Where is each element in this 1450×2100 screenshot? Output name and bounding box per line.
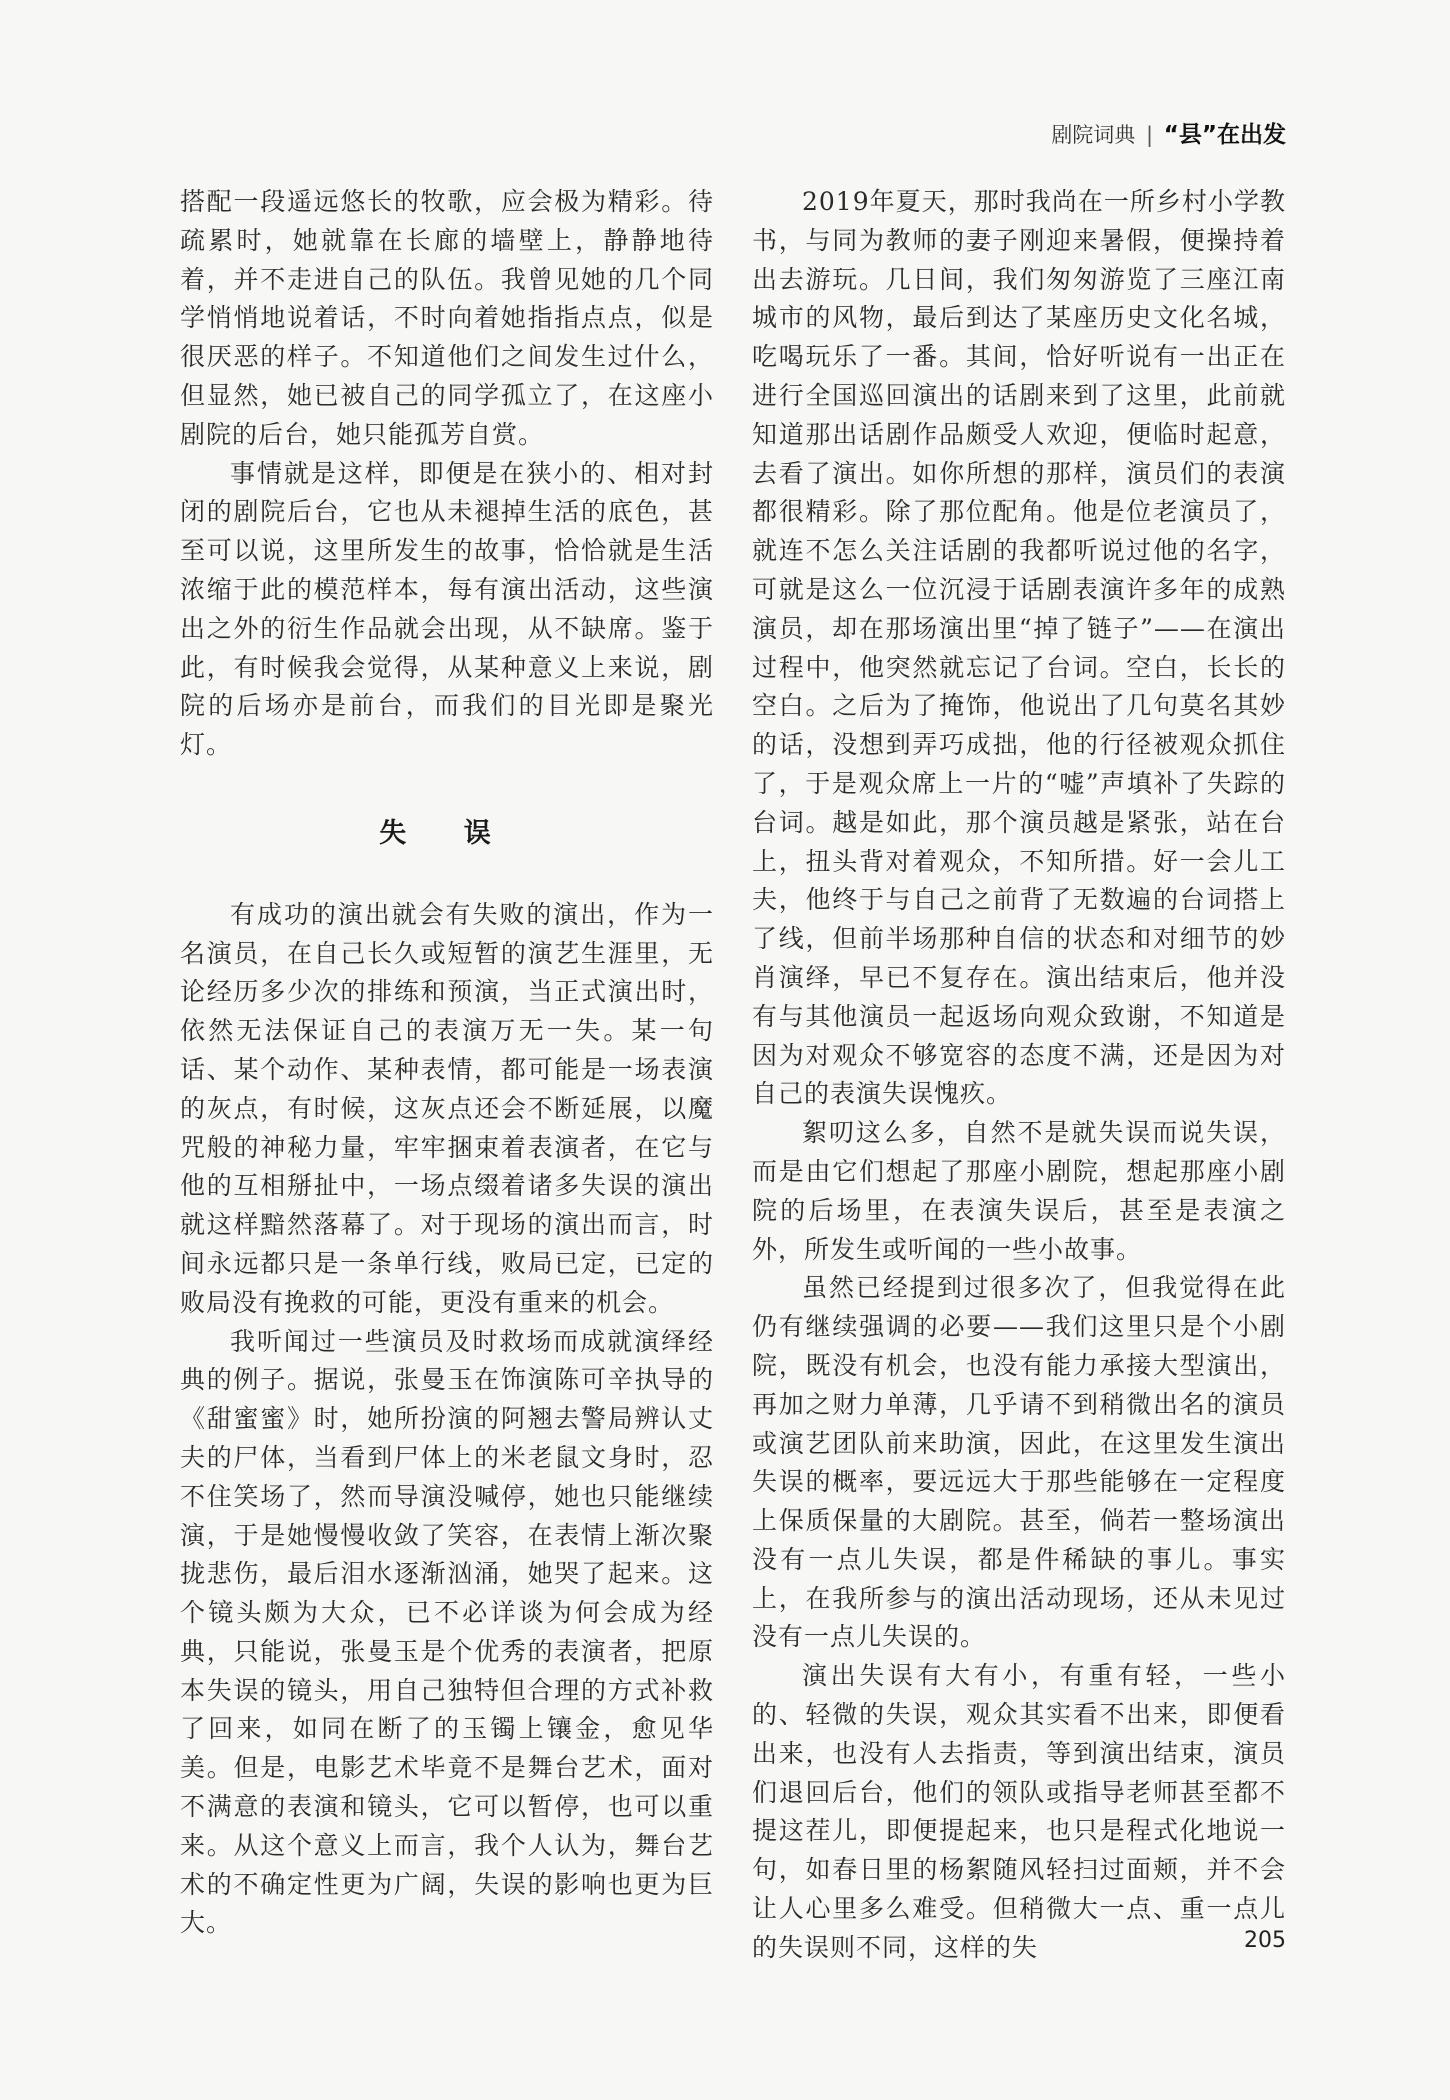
left-column — [180, 183, 714, 1943]
paragraph: 2019年夏天，那时我尚在一所乡村小学教书，与同为教师的妻子刚迎来暑假，便操持着出去游玩。几日间，我们匆匆游览了三座江南城市的风物，最后到达了某座历史文化名城，吃喝玩乐了一番。其间，恰好听说有一出正在进行全国巡回演出的话剧来到了这里，此前就知道那出话剧作品颇受人欢迎，便临时起意，去看了演出。如你所想的那样，演员们的表演都很精彩。除了那位配角。他是位老演员了，就连不怎么关注话剧的我都听说过他的名字，可就是这么一位沉浸于话剧表演许多年的成熟演员，却在那场演出里“掉了链子”——在演出过程中，他突然就忘记了台词。空白，长长的空白。之后为了掩饰，他说出了几句莫名其妙的话，没想到弄巧成拙，他的行径被观众抓住了，于是观众席上一片的“嘘”声填补了失踪的台词。越是如此，那个演员越是紧张，站在台上，扭头背对着观众，不知所措。好一会儿工夫，他终于与自己之前背了无数遍的台词搭上了线，但前半场那种自信的状态和对细节的妙肖演绎，早已不复存在。演出结束后，他并没有与其他演员一起返场向观众致谢，不知道是因为对观众不够宽容的态度不满，还是因为对自己的表演失误愧疚。 — [752, 187, 1286, 1109]
running-header — [1051, 116, 1286, 149]
paragraph: 演出失误有大有小，有重有轻，一些小的、轻微的失误，观众其实看不出来，即便看出来，也没有人去指责，等到演出结束，演员们退回后台，他们的领队或指导老师甚至都不提这茬儿，即便提起来，也只是程式化地说一句，如春日里的杨絮随风轻扫过面颊，并不会让人心里多么难受。但稍微大一点、重一点儿的失误则不同，这样的失 — [752, 1661, 1286, 1962]
paragraph: 絮叨这么多，自然不是就失误而说失误，而是由它们想起了那座小剧院，想起那座小剧院的后场里，在表演失误后，甚至是表演之外，所发生或听闻的一些小故事。 — [752, 1118, 1286, 1264]
paragraph: 搭配一段遥远悠长的牧歌，应会极为精彩。待疏累时，她就靠在长廊的墙壁上，静静地待着，并不走进自己的队伍。我曾见她的几个同学悄悄地说着话，不时向着她指指点点，似是很厌恶的样子。不知道他们之间发生过什么，但显然，她已被自己的同学孤立了，在这座小剧院的后台，她只能孤芳自赏。 — [180, 187, 714, 449]
paragraph: 我听闻过一些演员及时救场而成就演绎经典的例子。据说，张曼玉在饰演陈可辛执导的《甜蜜蜜》时，她所扮演的阿翘去警局辨认丈夫的尸体，当看到尸体上的米老鼠文身时，忍不住笑场了，然而导演没喊停，她也只能继续演，于是她慢慢收敛了笑容，在表情上渐次聚拢悲伤，最后泪水逐渐汹涌，她哭了起来。这个镜头颇为大众，已不必详谈为何会成为经典，只能说，张曼玉是个优秀的表演者，把原本失误的镜头，用自己独特但合理的方式补救了回来，如同在断了的玉镯上镶金，愈见华美。但是，电影艺术毕竟不是舞台艺术，面对不满意的表演和镜头，它可以暂停，也可以重来。从这个意义上而言，我个人认为，舞台艺术的不确定性更为广阔，失误的影响也更为巨大。 — [180, 1326, 714, 1938]
column-title: “县”在出发 — [1163, 122, 1286, 148]
paragraph: 有成功的演出就会有失败的演出，作为一名演员，在自己长久或短暂的演艺生涯里，无论经历多少次的排练和预演，当正式演出时，依然无法保证自己的表演万无一失。某一句话、某个动作、某种表情，都可能是一场表演的灰点，有时候，这灰点还会不断延展，以魔咒般的神秘力量，牢牢捆束着表演者，在它与他的互相掰扯中，一场点缀着诸多失误的演出就这样黯然落幕了。对于现场的演出而言，时间永远都只是一条单行线，败局已定，已定的败局没有挽救的可能，更没有重来的机会。 — [180, 899, 714, 1317]
paragraph: 事情就是这样，即便是在狭小的、相对封闭的剧院后台，它也从未褪掉生活的底色，甚至可以说，这里所发生的故事，恰恰就是生活浓缩于此的模范样本，每有演出活动，这些演出之外的衍生作品就会出现，从不缺席。鉴于此，有时候我会觉得，从某种意义上来说，剧院的后场亦是前台，而我们的目光即是聚光灯。 — [180, 458, 714, 760]
paragraph: 虽然已经提到过很多次了，但我觉得在此仍有继续强调的必要——我们这里只是个小剧院，既没有机会，也没有能力承接大型演出，再加之财力单薄，几乎请不到稍微出名的演员或演艺团队前来助演，因此，在这里发生演出失误的概率，要远远大于那些能够在一定程度上保质保量的大剧院。甚至，倘若一整场演出没有一点儿失误，都是件稀缺的事儿。事实上，在我所参与的演出活动现场，还从未见过没有一点儿失误的。 — [752, 1273, 1286, 1652]
header-separator: | — [1146, 123, 1154, 147]
section-heading: 失 误 — [379, 817, 515, 849]
right-column — [752, 183, 1286, 1968]
page-number: 205 — [1244, 1928, 1286, 1953]
series-title: 剧院词典 — [1051, 123, 1136, 147]
